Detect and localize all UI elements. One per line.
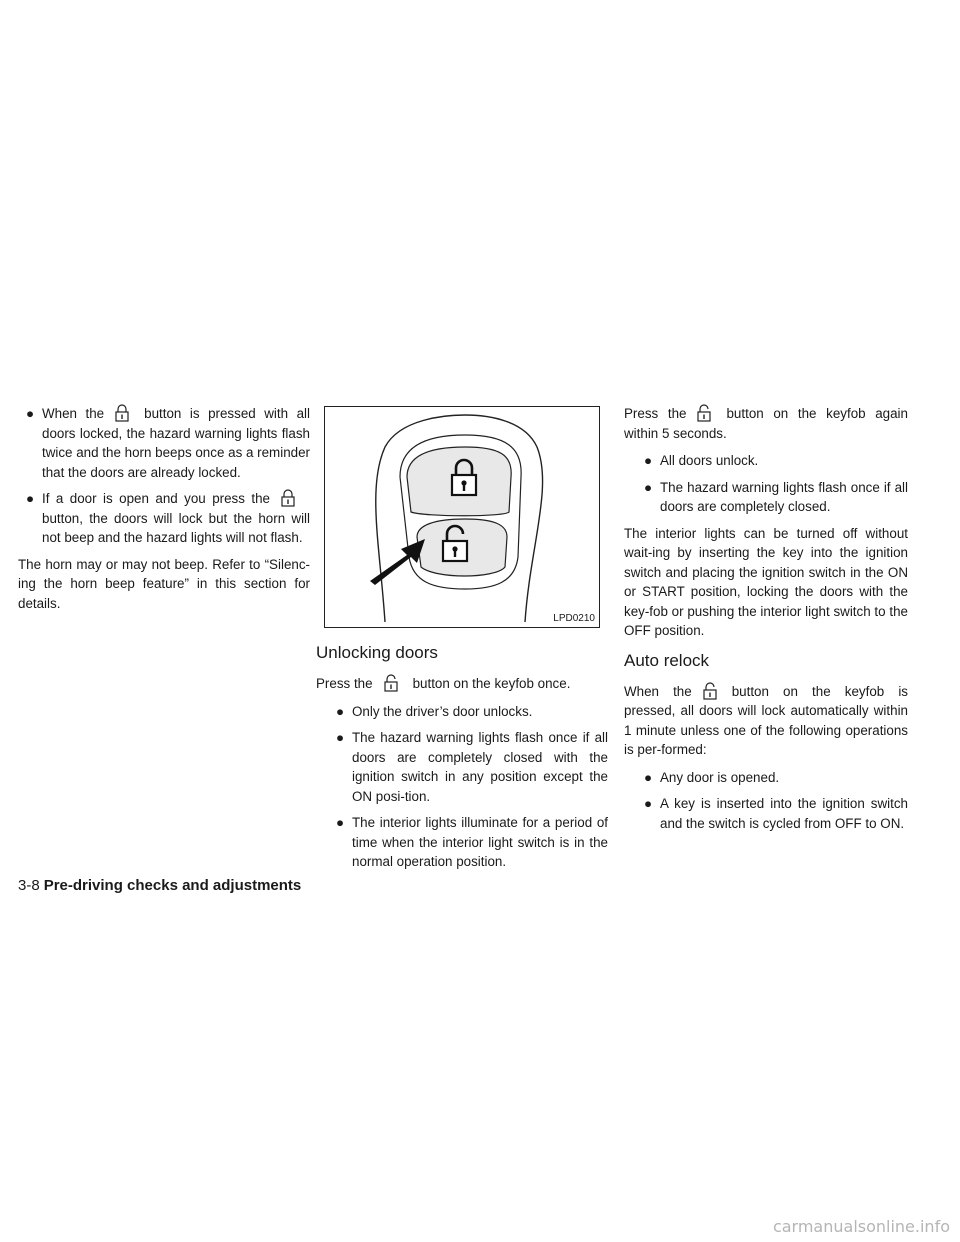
column-3 (624, 404, 908, 840)
heading-auto-relock: Auto relock (624, 650, 710, 670)
watermark: carmanualsonline.info (772, 1216, 950, 1236)
unlock-icon (698, 682, 722, 700)
paragraph-interior-lights: The interior lights can be turned off without wait-ing by inserting the key into the ignition switch and placing the ignition switch in the ON or START position, locking the doors with the key-fob or pushing the interior light switch to the OFF position. (624, 525, 908, 638)
list-item (636, 794, 908, 833)
paragraph-text: When the (624, 683, 692, 699)
paragraph-text: Press the (316, 676, 373, 691)
bullet-lock-reminder (18, 404, 310, 482)
list-item (636, 451, 908, 471)
paragraph-text: button on the keyfob again within 5 seconds. (624, 406, 908, 441)
bullet-dot: ● (336, 815, 345, 830)
column-1 (18, 404, 310, 622)
column-2 (316, 636, 608, 879)
lock-icon (276, 489, 300, 507)
list-item (636, 478, 908, 517)
bullet-dot: ● (336, 730, 345, 745)
list-item-text: The hazard warning lights flash once if all doors are completely closed. (660, 479, 908, 514)
page-footer (18, 876, 301, 896)
bullet-dot: ● (644, 479, 653, 495)
page-number: 3-8 (18, 877, 40, 894)
heading-unlocking-doors: Unlocking doors (316, 643, 438, 662)
list-item-text: A key is inserted into the ignition switch and the switch is cycled from OFF to ON. (660, 796, 908, 831)
bullet-text: If a door is open and you press the (42, 491, 270, 506)
list-item-text: All doors unlock. (660, 453, 759, 468)
paragraph-text: button on the keyfob once. (412, 676, 571, 691)
bullet-text: button is pressed with all doors locked, the hazard warning lights flash twice and the horn beeps once as a reminder that the doors are already locked. (42, 406, 310, 480)
lock-icon (110, 404, 134, 422)
list-item-text: The interior lights illuminate for a period of time when the interior light switch is in the normal operation position. (352, 815, 608, 869)
list-item (636, 768, 908, 788)
bullet-dot: ● (26, 491, 35, 506)
bullet-dot: ● (644, 796, 653, 811)
unlock-icon (379, 674, 403, 692)
paragraph-horn-beep: The horn may or may not beep. Refer to “Silenc-ing the horn beep feature” in this section for details. (18, 556, 310, 611)
list-item-text: Any door is opened. (660, 769, 780, 785)
paragraph-text: Press the (624, 406, 687, 421)
keyfob-illustration (324, 406, 600, 628)
paragraph-auto-relock (624, 682, 908, 760)
bullet-door-open (18, 489, 310, 548)
paragraph-text: button on the keyfob is pressed, all doors will lock automatically within 1 minute unless one of the following operations is per-formed: (624, 683, 908, 757)
keyfob-drawing (325, 407, 599, 627)
figure-code: LPD0210 (553, 613, 595, 624)
bullet-dot: ● (644, 453, 653, 468)
unlock-icon (692, 404, 716, 422)
paragraph-press-again (624, 404, 908, 443)
bullet-dot: ● (26, 406, 35, 421)
list-item-text: Only the driver’s door unlocks. (352, 703, 533, 719)
bullet-text: When the (42, 406, 105, 421)
bullet-dot: ● (336, 703, 345, 719)
paragraph-press-unlock (316, 674, 608, 694)
bullet-dot: ● (644, 769, 653, 785)
list-item (328, 813, 608, 872)
bullet-text: button, the doors will lock but the horn will not beep and the hazard lights will not flash. (42, 510, 310, 545)
list-item (328, 702, 608, 722)
section-title: Pre-driving checks and adjustments (43, 877, 302, 894)
list-item-text: The hazard warning lights flash once if all doors are completely closed with the ignition switch in any position except the ON posi-tion. (352, 730, 608, 804)
list-item (328, 728, 608, 806)
